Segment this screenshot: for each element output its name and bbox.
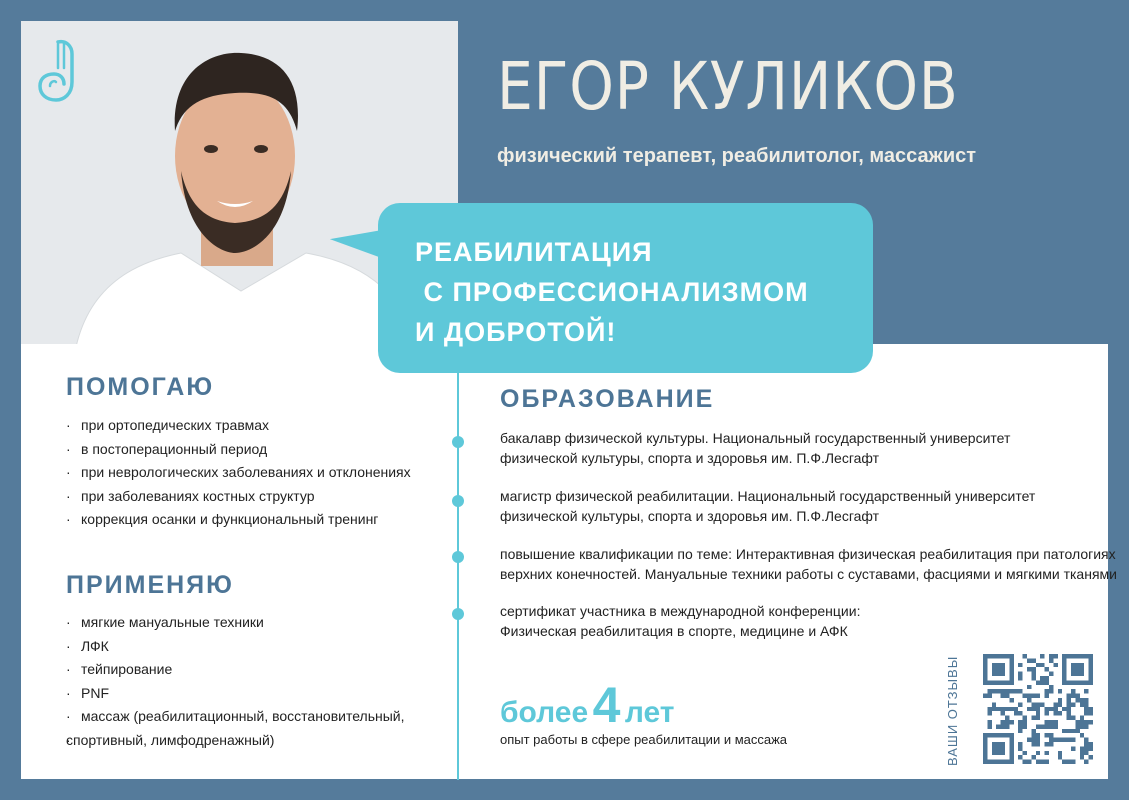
list-item: · PNF xyxy=(66,682,405,706)
reviews-label: ВАШИ ОТЗЫВЫ xyxy=(945,655,960,766)
experience-years: 4 xyxy=(592,677,621,733)
list-item: · мягкие мануальные техники xyxy=(66,611,405,635)
experience-caption: опыт работы в сфере реабилитации и массажа xyxy=(500,732,788,747)
list-item: · ЛФК xyxy=(66,635,405,659)
list-item: · коррекция осанки и функциональный тренинг xyxy=(66,508,411,532)
profession-subtitle: физический терапевт, реабилитолог, массажист xyxy=(497,145,977,167)
education-line: бакалавр физической культуры. Национальный государственный университет xyxy=(500,430,1011,446)
education-line: Физическая реабилитация в спорте, медицине и АФК xyxy=(500,623,848,639)
person-name: ЕГОР КУЛИКОВ xyxy=(497,48,959,125)
list-item-continuation: · спортивный, лимфодренажный) xyxy=(66,729,405,753)
education-line: физической культуры, спорта и здоровья им. П.Ф.Лесгафт xyxy=(500,508,880,524)
list-item: · при неврологических заболеваниях и отклонениях xyxy=(66,461,411,485)
timeline-line xyxy=(457,372,459,780)
timeline-dot xyxy=(452,608,464,620)
qr-code[interactable] xyxy=(983,654,1093,764)
slogan: РЕАБИЛИТАЦИЯ С ПРОФЕССИОНАЛИЗМОМ И ДОБРОТОЙ! xyxy=(415,237,809,347)
list-item: · в постоперационный период xyxy=(66,438,411,462)
education-entry xyxy=(500,601,860,641)
education-entry xyxy=(500,428,1010,468)
timeline-dot xyxy=(452,551,464,563)
apply-heading: ПРИМЕНЯЮ xyxy=(66,571,234,599)
education-line: магистр физической реабилитации. Национальный государственный университет xyxy=(500,488,1036,504)
list-item: · тейпирование xyxy=(66,658,405,682)
apply-list xyxy=(66,611,405,752)
education-line: верхних конечностей. Мануальные техники работы с суставами, фасциями и мягкими тканями xyxy=(500,566,1117,582)
hand-logo-icon xyxy=(36,38,80,104)
education-line: физической культуры, спорта и здоровья им. П.Ф.Лесгафт xyxy=(500,450,880,466)
education-line: сертификат участника в международной конференции: xyxy=(500,603,861,619)
experience-suffix: лет xyxy=(624,696,675,729)
education-heading: ОБРАЗОВАНИЕ xyxy=(500,385,715,413)
list-item: · массаж (реабилитационный, восстановительный, xyxy=(66,705,405,729)
timeline-dot xyxy=(452,436,464,448)
list-item: · при ортопедических травмах xyxy=(66,414,411,438)
help-heading: ПОМОГАЮ xyxy=(66,373,215,401)
help-list xyxy=(66,414,411,532)
experience-headline xyxy=(500,676,675,734)
education-line: повышение квалификации по теме: Интерактивная физическая реабилитация при патологиях xyxy=(500,546,1116,562)
experience-prefix: более xyxy=(500,696,589,729)
education-entry xyxy=(500,486,1035,526)
list-item: · при заболеваниях костных структур xyxy=(66,485,411,509)
education-entry xyxy=(500,544,1117,584)
timeline-dot xyxy=(452,495,464,507)
